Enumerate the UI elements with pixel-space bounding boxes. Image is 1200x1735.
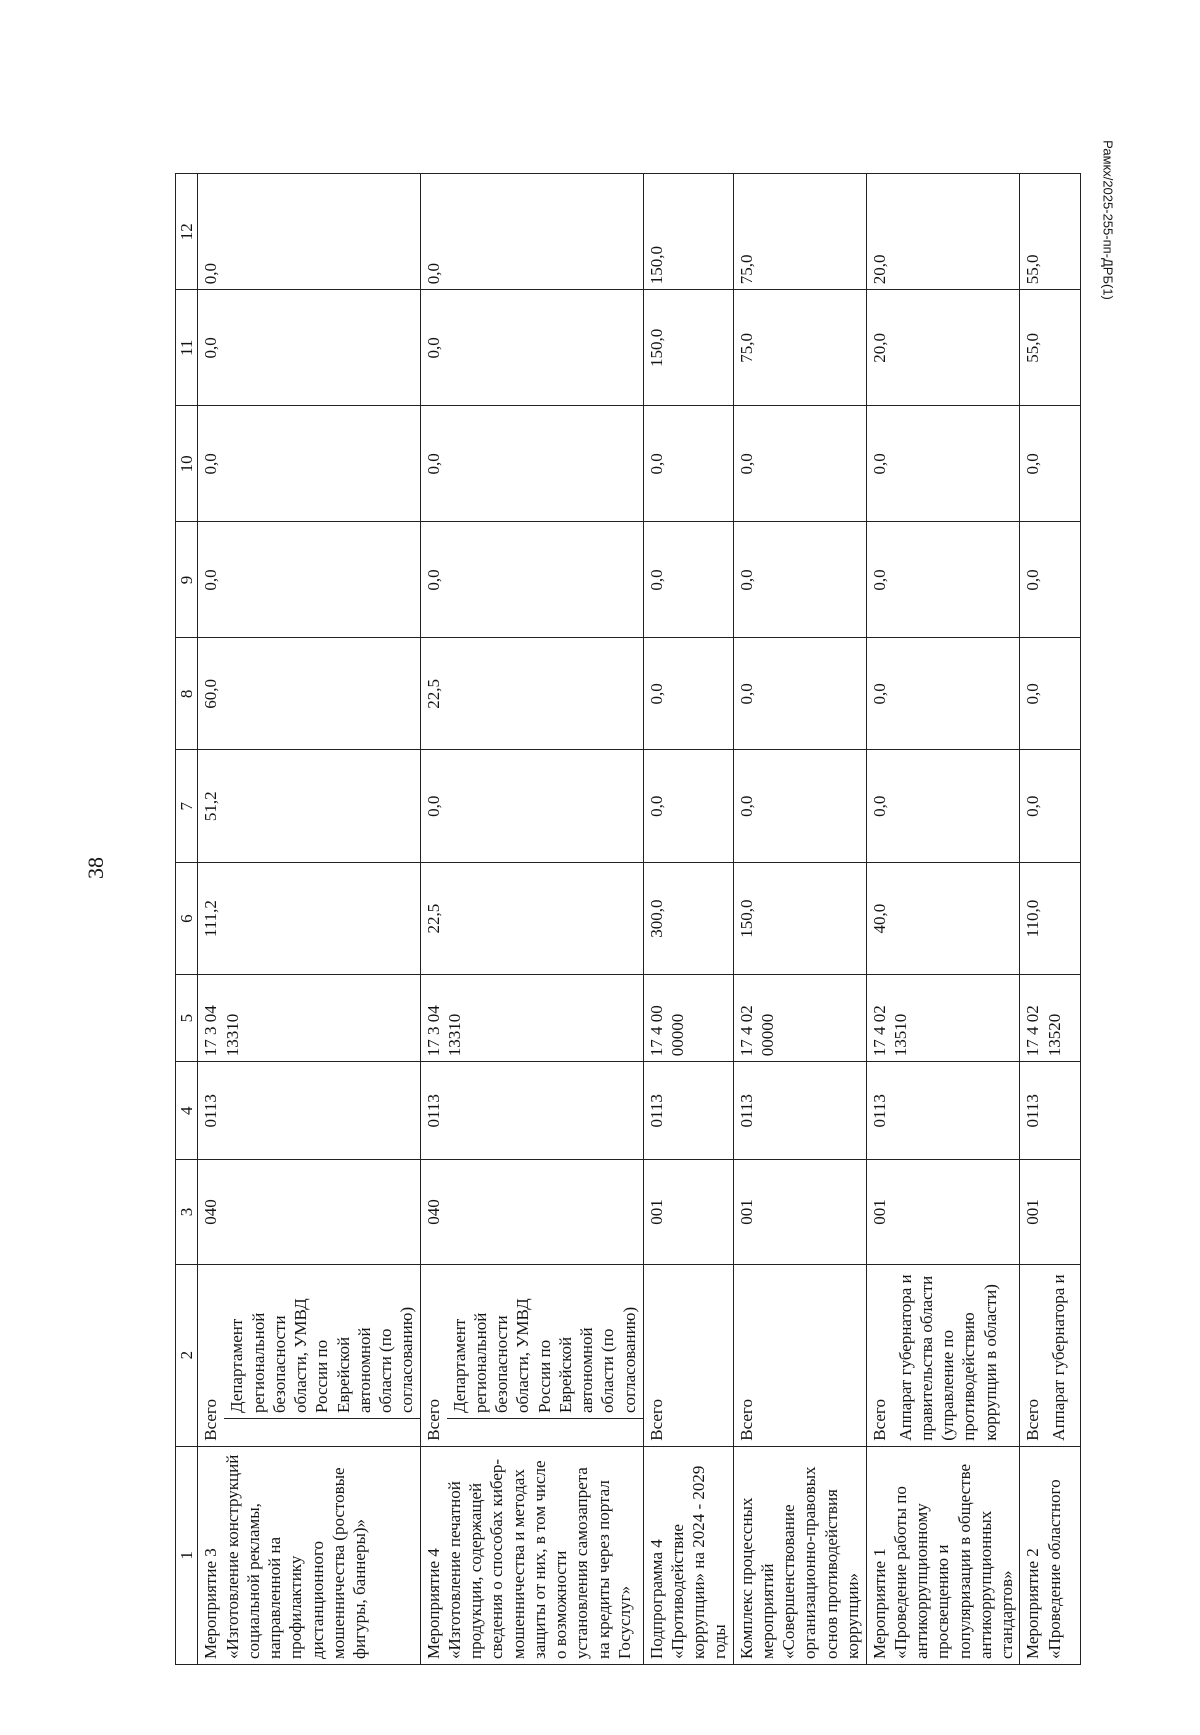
column-header: 6 <box>176 863 198 975</box>
column-header: 9 <box>176 522 198 638</box>
executor-cell: Аппарат губернатора и правительства области (управление по противодействию коррупции в области) <box>893 1264 1020 1446</box>
section-code-cell: 0113 <box>643 1062 733 1160</box>
target-article-cell: 17 4 02 13510 <box>866 974 1020 1061</box>
section-code-cell: 0113 <box>198 1062 420 1160</box>
value-cell: 40,0 <box>866 863 1020 975</box>
value-cell: 111,2 <box>198 863 420 975</box>
value-cell: 0,0 <box>420 522 643 638</box>
section-code-cell: 0113 <box>1020 1062 1081 1160</box>
executor-cell: Аппарат губернатора и <box>1046 1264 1081 1446</box>
value-cell: 0,0 <box>733 750 866 863</box>
value-cell: 0,0 <box>866 406 1020 522</box>
value-cell: 0,0 <box>1020 750 1081 863</box>
value-cell: 150,0 <box>643 174 733 290</box>
value-cell: 110,0 <box>1020 863 1081 975</box>
value-cell: 60,0 <box>198 638 420 750</box>
grbs-cell: 001 <box>643 1160 733 1264</box>
value-cell: 150,0 <box>733 863 866 975</box>
column-header: 5 <box>176 974 198 1061</box>
value-cell: 0,0 <box>420 750 643 863</box>
value-cell: 300,0 <box>643 863 733 975</box>
total-label-cell: Всего <box>643 1264 733 1446</box>
column-header: 2 <box>176 1264 198 1446</box>
value-cell: 150,0 <box>643 290 733 406</box>
column-header: 10 <box>176 406 198 522</box>
measure-name-cell: Мероприятие 2 «Проведение областного <box>1020 1446 1081 1664</box>
table-header-row <box>176 41 198 1665</box>
section-code-cell: 0113 <box>866 1062 1020 1160</box>
target-article-cell: 17 3 04 13310 <box>420 974 643 1061</box>
value-cell: 0,0 <box>643 406 733 522</box>
value-cell: 0,0 <box>1020 638 1081 750</box>
document-footer-code: Рамкх/2025-255-пп-ДРБ(1) <box>1100 140 1116 300</box>
grbs-cell: 001 <box>1020 1160 1081 1264</box>
value-cell: 0,0 <box>643 638 733 750</box>
grbs-cell: 040 <box>420 1160 643 1264</box>
value-cell: 0,0 <box>420 406 643 522</box>
total-label-cell: Всего <box>866 1264 893 1446</box>
measure-name-cell: Комплекс процессных мероприятий «Совершенствование организационно-правовых основ противодействия коррупции» <box>733 1446 866 1664</box>
value-cell: 0,0 <box>1020 522 1081 638</box>
total-label-cell: Всего <box>420 1264 447 1446</box>
value-cell: 51,2 <box>198 750 420 863</box>
measure-name-cell: Мероприятие 4 «Изготовление печатной продукции, содержащей сведения о способах кибер-мошенничества и методах защиты от них, в том числе о возможности установления самозапрета на кредиты через портал Госуслуг» <box>420 1446 643 1664</box>
value-cell: 20,0 <box>866 174 1020 290</box>
grbs-cell: 001 <box>866 1160 1020 1264</box>
table-row <box>198 41 225 1665</box>
value-cell: 55,0 <box>1020 174 1081 290</box>
table-row <box>643 41 733 1665</box>
total-label-cell: Всего <box>733 1264 866 1446</box>
value-cell: 0,0 <box>643 750 733 863</box>
value-cell: 0,0 <box>733 522 866 638</box>
grbs-cell: 001 <box>733 1160 866 1264</box>
value-cell: 0,0 <box>733 638 866 750</box>
executor-cell: Департамент региональной безопасности области, УМВД России по Еврейской автономной области (по согласованию) <box>224 1264 420 1418</box>
value-cell: 0,0 <box>198 174 420 290</box>
value-cell: 0,0 <box>198 522 420 638</box>
budget-table <box>175 40 1081 1665</box>
section-code-cell: 0113 <box>420 1062 643 1160</box>
value-cell: 0,0 <box>643 522 733 638</box>
value-cell: 0,0 <box>866 638 1020 750</box>
value-cell: 0,0 <box>1020 406 1081 522</box>
executor-cell: Департамент региональной безопасности области, УМВД России по Еврейской автономной области (по согласованию) <box>447 1264 644 1418</box>
value-cell: 0,0 <box>733 406 866 522</box>
page-number: 38 <box>83 857 108 879</box>
budget-table-container <box>175 40 1085 1665</box>
table-row <box>1020 41 1047 1665</box>
target-article-cell: 17 4 00 00000 <box>643 974 733 1061</box>
table-row <box>733 41 866 1665</box>
value-cell: 22,5 <box>420 863 643 975</box>
value-cell: 75,0 <box>733 290 866 406</box>
target-article-cell: 17 3 04 13310 <box>198 974 420 1061</box>
section-code-cell: 0113 <box>733 1062 866 1160</box>
value-cell: 0,0 <box>866 750 1020 863</box>
total-label-cell: Всего <box>198 1264 225 1446</box>
column-header: 12 <box>176 174 198 290</box>
total-label-cell: Всего <box>1020 1264 1047 1446</box>
value-cell: 0,0 <box>420 174 643 290</box>
table-row <box>866 41 893 1665</box>
measure-name-cell: Подпрограмма 4 «Противодействие коррупции» на 2024 - 2029 годы <box>643 1446 733 1664</box>
measure-name-cell: Мероприятие 3 «Изготовление конструкций социальной рекламы, направленной на профилактику дистанционного мошенничества (ростовые фигуры, баннеры)» <box>198 1446 420 1664</box>
value-cell: 55,0 <box>1020 290 1081 406</box>
value-cell: 0,0 <box>866 522 1020 638</box>
column-header: 1 <box>176 1446 198 1664</box>
column-header: 7 <box>176 750 198 863</box>
column-header: 8 <box>176 638 198 750</box>
column-header: 11 <box>176 290 198 406</box>
table-row <box>420 41 447 1665</box>
value-cell: 22,5 <box>420 638 643 750</box>
target-article-cell: 17 4 02 13520 <box>1020 974 1081 1061</box>
value-cell: 0,0 <box>198 290 420 406</box>
value-cell: 0,0 <box>198 406 420 522</box>
value-cell: 20,0 <box>866 290 1020 406</box>
grbs-cell: 040 <box>198 1160 420 1264</box>
value-cell: 75,0 <box>733 174 866 290</box>
measure-name-cell: Мероприятие 1 «Проведение работы по антикоррупционному просвещению и популяризации в обществе антикоррупционных стандартов» <box>866 1446 1020 1664</box>
column-header: 4 <box>176 1062 198 1160</box>
value-cell: 0,0 <box>420 290 643 406</box>
column-header: 3 <box>176 1160 198 1264</box>
target-article-cell: 17 4 02 00000 <box>733 974 866 1061</box>
